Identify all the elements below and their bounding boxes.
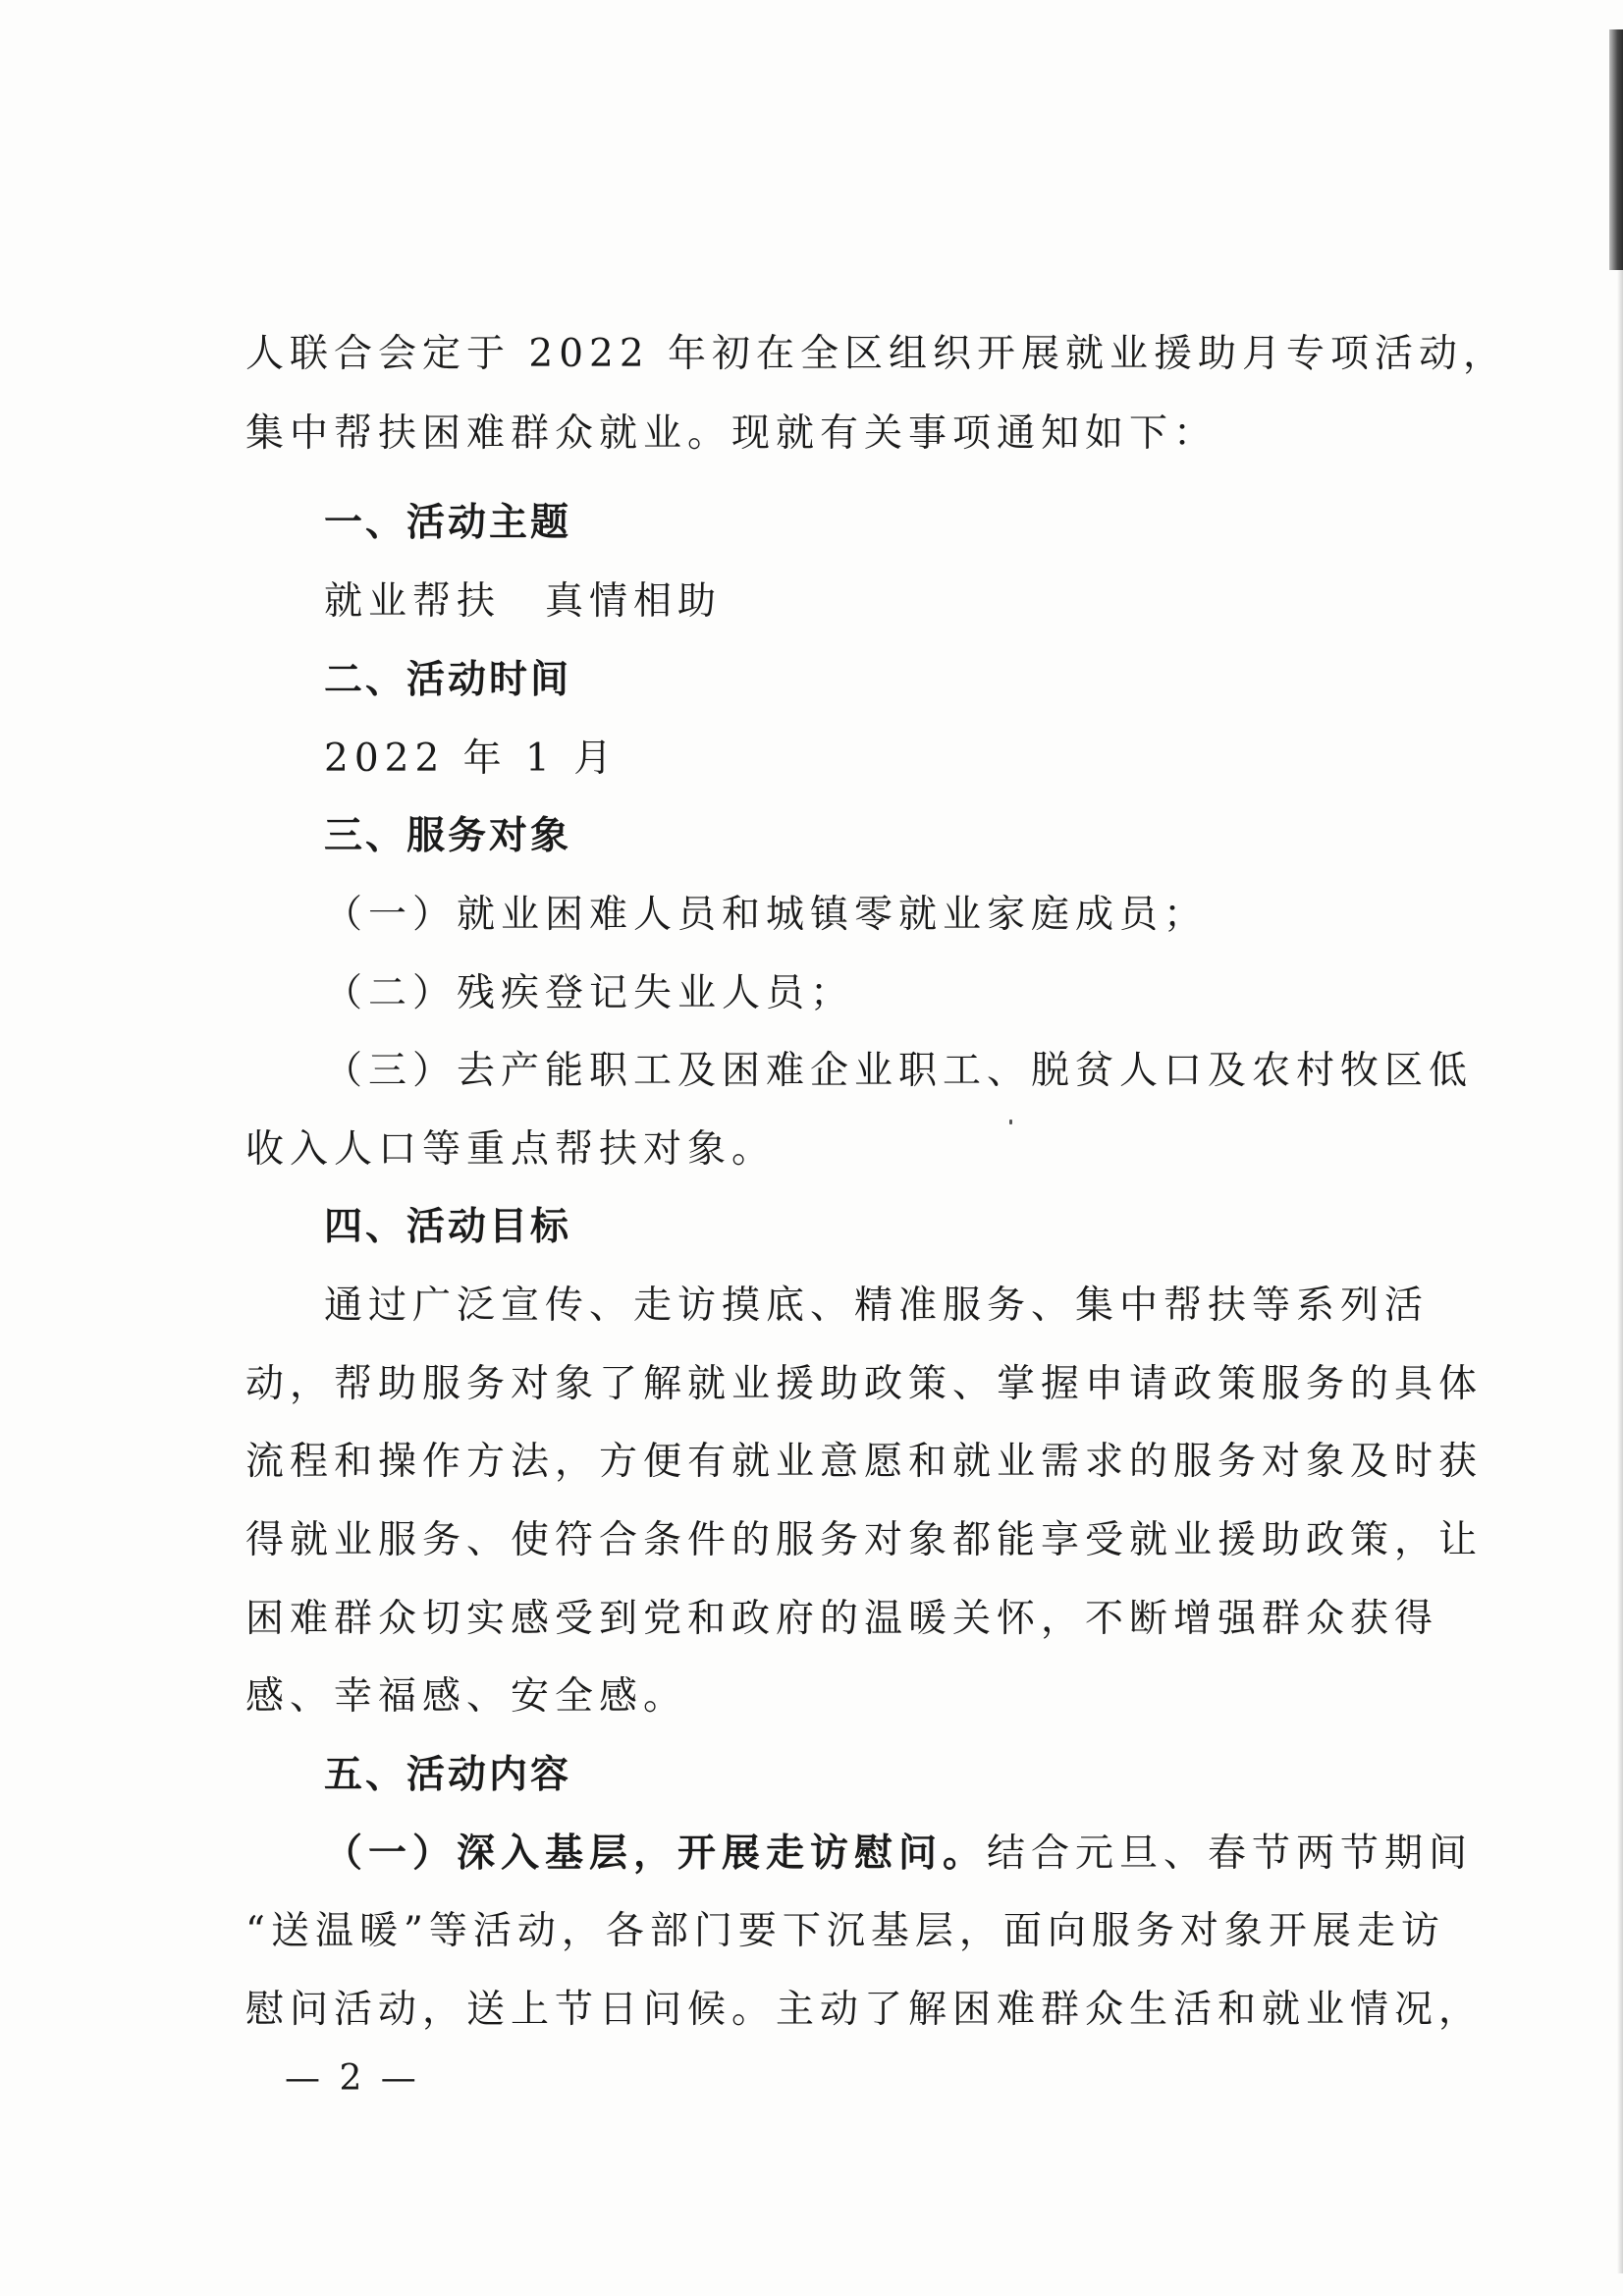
page-number: — 2 — xyxy=(285,2058,420,2099)
text-line: 收入人口等重点帮扶对象。 xyxy=(245,1127,777,1172)
text-line: “送温暖”等活动，各部门要下沉基层，面向服务对象开展走访 xyxy=(245,1909,1445,1953)
text-line: 通过广泛宣传、走访摸底、精准服务、集中帮扶等系列活 xyxy=(324,1284,1430,1328)
text-line: 得就业服务、使符合条件的服务对象都能享受就业援助政策，让 xyxy=(245,1518,1484,1562)
text-line: 流程和操作方法，方便有就业意愿和就业需求的服务对象及时获 xyxy=(245,1440,1484,1484)
text-line: 就业帮扶 真情相助 xyxy=(324,579,723,624)
scan-speck xyxy=(1009,1120,1012,1124)
text-line: 人联合会定于 2022 年初在全区组织开展就业援助月专项活动， xyxy=(245,332,1508,376)
text-line: 感、幸福感、安全感。 xyxy=(245,1674,688,1719)
text-line: 2022 年 1 月 xyxy=(324,737,619,781)
section-heading: 四、活动目标 xyxy=(324,1205,572,1249)
list-item: （一）就业困难人员和城镇零就业家庭成员； xyxy=(324,893,1209,937)
section-heading: 一、活动主题 xyxy=(324,501,572,545)
section-heading: 五、活动内容 xyxy=(324,1753,572,1797)
text-line: 动，帮助服务对象了解就业援助政策、掌握申请政策服务的具体 xyxy=(245,1362,1484,1406)
list-item: （三）去产能职工及困难企业职工、脱贫人口及农村牧区低 xyxy=(324,1049,1474,1093)
list-item: （二）残疾登记失业人员； xyxy=(324,971,855,1015)
section-heading: 三、服务对象 xyxy=(324,814,572,858)
subsection-lead: （一）深入基层，开展走访慰问。 xyxy=(324,1831,988,1876)
text-line: 集中帮扶困难群众就业。现就有关事项通知如下： xyxy=(245,411,1218,456)
scan-edge-faint xyxy=(1617,270,1623,2273)
subsection-text: 结合元旦、春节两节期间 xyxy=(987,1831,1474,1876)
section-heading: 二、活动时间 xyxy=(324,658,572,702)
text-line xyxy=(324,1829,1473,1879)
text-line: 慰问活动，送上节日问候。主动了解困难群众生活和就业情况， xyxy=(245,1988,1484,2032)
text-line: 困难群众切实感受到党和政府的温暖关怀，不断增强群众获得 xyxy=(245,1597,1439,1641)
scan-edge-shadow xyxy=(1609,29,1623,270)
